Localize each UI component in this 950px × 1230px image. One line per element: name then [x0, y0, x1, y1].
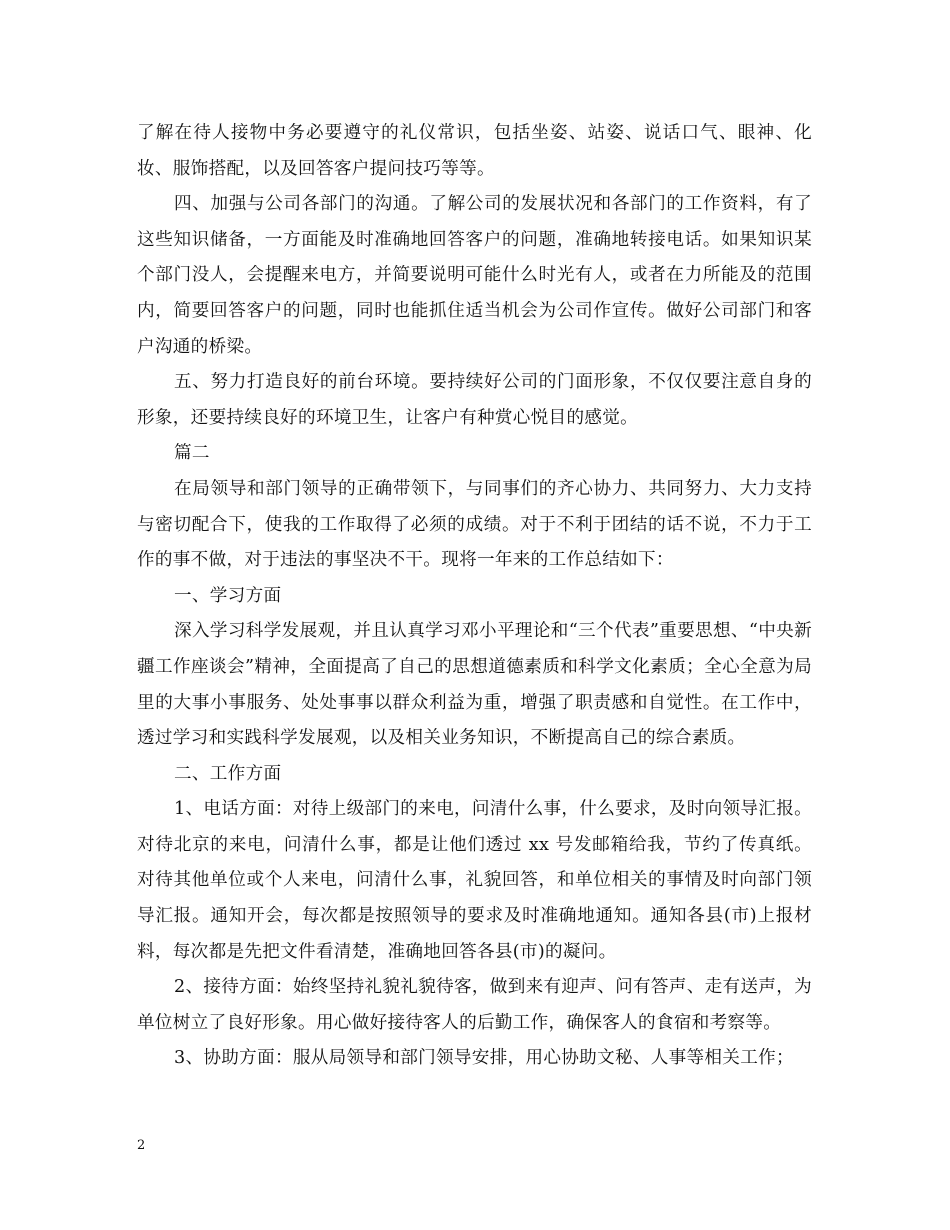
- section-heading: 二、工作方面: [174, 763, 282, 784]
- paragraph: 3、协助方面：服从局领导和部门领导安排，用心协助文秘、人事等相关工作；: [174, 1048, 794, 1069]
- section-heading: 一、学习方面: [174, 585, 282, 606]
- paragraph: 五、努力打造良好的前台环境。要持续好公司的门面形象，不仅仅要注意自身的形象，还要持续良好的环境卫生，让客户有种赏心悦目的感觉。: [137, 372, 812, 428]
- section-heading: 篇二: [174, 443, 210, 464]
- page-number: 2: [137, 1138, 146, 1153]
- paragraph: 深入学习科学发展观，并且认真学习邓小平理论和“三个代表”重要思想、“中央新疆工作座谈会”精神，全面提高了自己的思想道德素质和科学文化素质；全心全意为局里的大事小事服务、处处事事以群众利益为重，增强了职责感和自觉性。在工作中，透过学习和实践科学发展观，以及相关业务知识，不断提高自己的综合素质。: [137, 621, 812, 749]
- paragraph: 1、电话方面：对待上级部门的来电，问清什么事，什么要求，及时向领导汇报。对待北京的来电，问清什么事，都是让他们透过 xx 号发邮箱给我，节约了传真纸。对待其他单位或个人来电，问清什么事，礼貌回答，和单位相关的事情及时向部门领导汇报。通知开会，每次都是按照领导的要求及时准确地通知。通知各县(市)上报材料，每次都是先把文件看清楚，准确地回答各县(市)的凝问。: [137, 799, 812, 962]
- document-body: [137, 116, 812, 1077]
- paragraph: 2、接待方面：始终坚持礼貌礼貌待客，做到来有迎声、问有答声、走有送声，为单位树立了良好形象。用心做好接待客人的后勤工作，确保客人的食宿和考察等。: [137, 977, 812, 1033]
- paragraph: 了解在待人接物中务必要遵守的礼仪常识，包括坐姿、站姿、说话口气、眼神、化妆、服饰搭配，以及回答客户提问技巧等等。: [137, 123, 812, 179]
- paragraph: 四、加强与公司各部门的沟通。了解公司的发展状况和各部门的工作资料，有了这些知识储备，一方面能及时准确地回答客户的问题，准确地转接电话。如果知识某个部门没人，会提醒来电方，并简要说明可能什么时光有人，或者在力所能及的范围内，简要回答客户的问题，同时也能抓住适当机会为公司作宣传。做好公司部门和客户沟通的桥梁。: [137, 194, 812, 357]
- paragraph: 在局领导和部门领导的正确带领下，与同事们的齐心协力、共同努力、大力支持与密切配合下，使我的工作取得了必须的成绩。对于不利于团结的话不说，不力于工作的事不做，对于违法的事坚决不干。现将一年来的工作总结如下：: [137, 478, 812, 571]
